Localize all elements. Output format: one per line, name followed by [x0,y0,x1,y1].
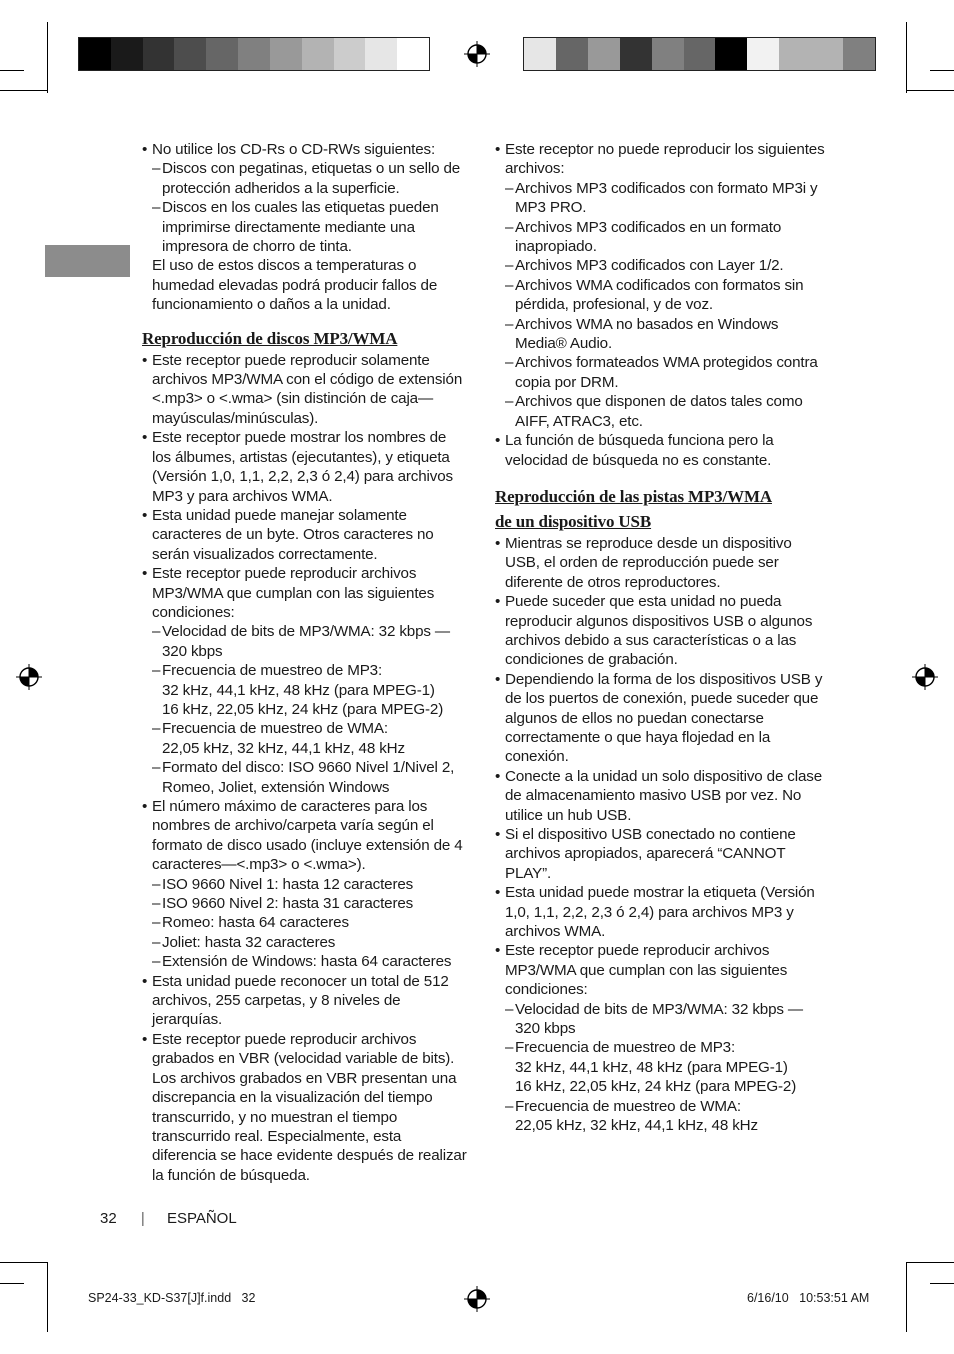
color-swatch [652,38,684,70]
bullet-item: • Si el dispositivo USB conectado no contiene archivos apropiados, aparecerá “CANNOT PLAY”. [495,825,827,883]
bullet-item: • Este receptor puede reproducir archivos MP3/WMA que cumplan con las siguientes condiciones: [495,941,827,999]
left-intro-list [142,140,468,315]
right-intro-list [495,140,827,470]
dash-item: – Velocidad de bits de MP3/WMA: 32 kbps — 320 kbps [495,1000,827,1039]
section-heading-usb-line1: Reproducción de las pistas MP3/WMA [495,486,772,506]
color-swatch [556,38,588,70]
dash-item: – Frecuencia de muestreo de MP3: [142,661,468,680]
bullet-item: • Este receptor puede reproducir solamente archivos MP3/WMA con el código de extensión <.mp3> o <.wma> (sin distinción de caja—mayúsculas/minúsculas). [142,351,468,429]
footer-separator: | [140,1210,145,1227]
right-column [495,140,827,1136]
bullet-item: • Este receptor puede reproducir archivos grabados en VBR (velocidad variable de bits). Los archivos grabados en VBR presentan una discrepancia en la visualización del tiempo transcurrido, y no muestran el tiempo transcurrido real. Especialmente, esta diferencia se hace evidente después de realizar la función de búsqueda. [142,1030,468,1185]
left-column [142,140,468,1185]
color-swatch [715,38,747,70]
bullet-item: • Este receptor puede mostrar los nombres de los álbumes, artistas (ejecutantes), y etiqueta (Versión 1,0, 1,1, 2,2, 2,3 ó 2,4) para archivos MP3 y para archivos WMA. [142,428,468,506]
color-swatch [620,38,652,70]
bullet-item: • Dependiendo la forma de los dispositivos USB y de los puertos de conexión, puede suceder que algunos de ellos no puedan conectarse correctamente o que haya flojedad en la conexión. [495,670,827,767]
bullet-item: • Este receptor no puede reproducir los siguientes archivos: [495,140,827,179]
bullet-item: • Mientras se reproduce desde un dispositivo USB, el orden de reproducción puede ser diferente de otros reproductores. [495,534,827,592]
dash-item: – Archivos WMA codificados con formatos sin pérdida, profesional, y de voz. [495,276,827,315]
color-bar-left [78,37,430,71]
section-heading-usb-line2: de un dispositivo USB [495,511,652,531]
footer-language: ESPAÑOL [166,1210,237,1227]
color-swatch [302,38,334,70]
color-swatch [365,38,397,70]
registration-mark-right-icon [912,664,938,690]
color-swatch [270,38,302,70]
registration-mark-top-icon [464,41,490,67]
language-tab [45,245,130,277]
section-heading-mp3-wma-discs: Reproducción de discos MP3/WMA [142,328,398,348]
slug-date: 6/16/10 10:53:51 AM [747,1291,870,1305]
color-swatch [779,38,811,70]
color-swatch [811,38,843,70]
color-swatch [206,38,238,70]
left-items-list [142,351,468,1185]
dash-item: – ISO 9660 Nivel 1: hasta 12 caracteres [142,875,468,894]
dash-item: – Archivos MP3 codificados con Layer 1/2. [495,256,827,275]
bullet-item: • Esta unidad puede mostrar la etiqueta (Versión 1,0, 1,1, 2,2, 2,3 ó 2,4) para archivos MP3 y archivos WMA. [495,883,827,941]
registration-mark-left-icon [16,664,42,690]
dash-item: – Extensión de Windows: hasta 64 caracteres [142,952,468,971]
dash-item: – Joliet: hasta 32 caracteres [142,933,468,952]
color-bar-right [523,37,876,71]
dash-item: – Archivos WMA no basados en Windows Media® Audio. [495,315,827,354]
color-swatch [524,38,556,70]
dash-continuation-text: 32 kHz, 44,1 kHz, 48 kHz (para MPEG-1) [162,681,435,699]
color-swatch [843,38,875,70]
dash-continuation-text: 22,05 kHz, 32 kHz, 44,1 kHz, 48 kHz [162,739,405,757]
color-swatch [143,38,175,70]
bullet-item: • No utilice los CD-Rs o CD-RWs siguientes: [142,140,468,159]
slug-file-name: SP24-33_KD-S37[J]f.indd 32 [88,1291,256,1305]
dash-continuation-text: 16 kHz, 22,05 kHz, 24 kHz (para MPEG-2) [162,700,444,718]
dash-item: – Velocidad de bits de MP3/WMA: 32 kbps — 320 kbps [142,622,468,661]
bullet-item: • La función de búsqueda funciona pero la velocidad de búsqueda no es constante. [495,431,827,470]
dash-continuation-text: 16 kHz, 22,05 kHz, 24 kHz (para MPEG-2) [515,1078,797,1096]
dash-item: – Frecuencia de muestreo de WMA: [495,1097,827,1116]
dash-item: – Discos en los cuales las etiquetas pueden imprimirse directamente mediante una impresora de chorro de tinta. [142,198,468,256]
color-swatch [111,38,143,70]
continuation-text: El uso de estos discos a temperaturas o humedad elevadas podrá producir fallos de funcionamiento o daños a la unidad. [152,257,438,314]
color-swatch [397,38,429,70]
color-swatch [174,38,206,70]
registration-mark-bottom-icon [464,1286,490,1312]
dash-item: – Archivos formateados WMA protegidos contra copia por DRM. [495,353,827,392]
dash-continuation-text: 22,05 kHz, 32 kHz, 44,1 kHz, 48 kHz [515,1117,758,1135]
dash-item: – Formato del disco: ISO 9660 Nivel 1/Nivel 2, Romeo, Joliet, extensión Windows [142,758,468,797]
bullet-item: • Conecte a la unidad un solo dispositivo de clase de almacenamiento masivo USB por vez. No utilice un hub USB. [495,767,827,825]
right-items-list [495,534,827,1136]
dash-item: – ISO 9660 Nivel 2: hasta 31 caracteres [142,894,468,913]
color-swatch [238,38,270,70]
dash-item: – Archivos MP3 codificados en un formato inapropiado. [495,218,827,257]
color-swatch [588,38,620,70]
bullet-item: • El número máximo de caracteres para los nombres de archivo/carpeta varía según el formato de disco usado (incluye extensión de 4 caracteres—<.mp3> o <.wma>). [142,797,468,875]
dash-item: – Archivos que disponen de datos tales como AIFF, ATRAC3, etc. [495,392,827,431]
dash-item: – Frecuencia de muestreo de WMA: [142,719,468,738]
color-swatch [334,38,366,70]
color-swatch [79,38,111,70]
page-number: 32 [100,1210,117,1227]
bullet-item: • Puede suceder que esta unidad no pueda reproducir algunos dispositivos USB o algunos archivos debido a sus características o a las condiciones de grabación. [495,592,827,670]
dash-item: – Archivos MP3 codificados con formato MP3i y MP3 PRO. [495,179,827,218]
page-footer [100,1210,237,1227]
bullet-item: • Esta unidad puede manejar solamente caracteres de un byte. Otros caracteres no serán visualizados correctamente. [142,506,468,564]
bullet-item: • Este receptor puede reproducir archivos MP3/WMA que cumplan con las siguientes condiciones: [142,564,468,622]
color-swatch [684,38,716,70]
dash-item: – Romeo: hasta 64 caracteres [142,913,468,932]
dash-continuation-text: 32 kHz, 44,1 kHz, 48 kHz (para MPEG-1) [515,1058,788,1076]
bullet-item: • Esta unidad puede reconocer un total de 512 archivos, 255 carpetas, y 8 niveles de jerarquías. [142,972,468,1030]
dash-item: – Frecuencia de muestreo de MP3: [495,1038,827,1057]
dash-item: – Discos con pegatinas, etiquetas o un sello de protección adheridos a la superficie. [142,159,468,198]
color-swatch [747,38,779,70]
